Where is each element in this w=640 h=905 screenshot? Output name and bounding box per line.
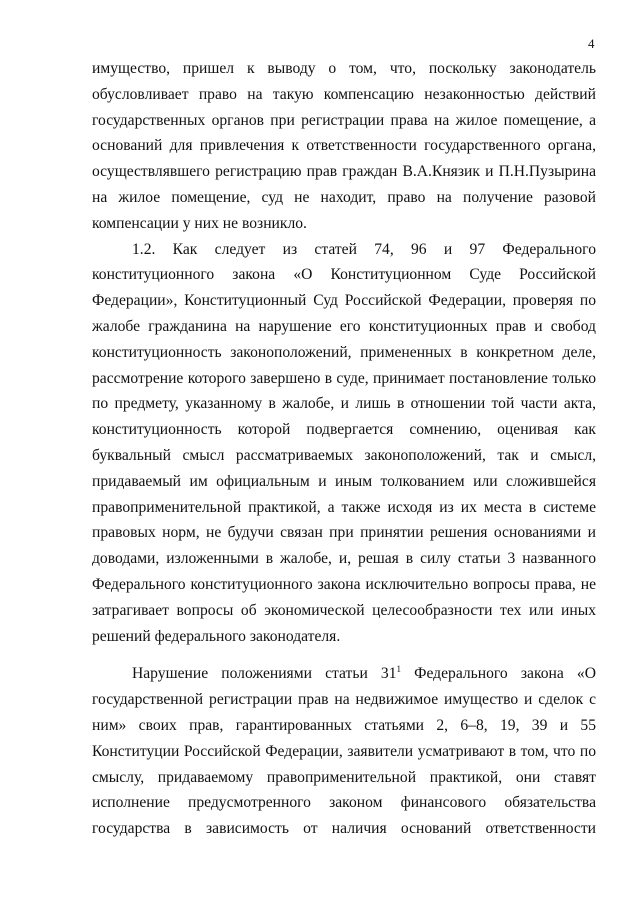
text-line: жалобе гражданина на нарушение его конституционных прав и свобод	[92, 317, 596, 335]
text-line: Нарушение положениями статьи $31^1$ Федерального закона «О	[132, 664, 596, 683]
text-line: обусловливает право на такую компенсацию незаконностью действий	[92, 85, 596, 103]
text-line: рассмотрение которого завершено в суде, принимает постановление только	[92, 369, 596, 387]
body-text	[92, 56, 596, 842]
text-line: решений федерального законодателя.	[92, 627, 341, 645]
text-line: смыслу, придаваемому правоприменительной практикой, они ставят	[92, 768, 596, 786]
text-line: оснований для привлечения к ответственности государственного органа,	[92, 137, 596, 155]
text-line: Конституции Российской Федерации, заявители усматривают в том, что по	[92, 742, 596, 760]
text-line: конституционность законоположений, примененных в конкретном деле,	[92, 343, 596, 361]
text-line: буквальный смысл рассматриваемых законоположений, так и смысл,	[92, 446, 596, 464]
text-line: имущество, пришел к выводу о том, что, поскольку законодатель	[92, 60, 596, 77]
superscript: 1	[396, 664, 402, 675]
text-line: государственных органов при регистрации права на жилое помещение, а	[92, 111, 596, 129]
text-line: государственной регистрации прав на недвижимое имущество и сделок с	[92, 691, 596, 709]
text-line: по предмету, указанному в жалобе, и лишь в отношении той части акта,	[92, 395, 596, 413]
text-line: Федерального конституционного закона исключительно вопросы права, не	[92, 575, 596, 593]
text-line: конституционного закона «О Конституционном Суде Российской	[92, 266, 596, 284]
page-number: 4	[588, 36, 595, 51]
text-line: компенсации у них не возникло.	[92, 214, 307, 232]
text-line: 1.2. Как следует из статей 74, 96 и 97 Федерального	[132, 240, 596, 258]
text-line: доводами, изложенными в жалобе, и, решая в силу статьи 3 названного	[92, 550, 596, 568]
text-line: правовых норм, не будучи связан при принятии решения основаниями и	[92, 524, 596, 542]
text-line: исполнение предусмотренного законом финансового обязательства	[92, 794, 596, 812]
text-line: конституционность которой подвергается сомнению, оценивая как	[92, 421, 596, 439]
paragraph-gap	[92, 649, 596, 661]
text-line: государства в зависимость от наличия оснований ответственности	[92, 820, 596, 838]
text-line: на жилое помещение, суд не находит, право на получение разовой	[92, 188, 596, 206]
text-line: правоприменительной практикой, а также исходя из их места в системе	[92, 498, 596, 516]
text-line: придаваемый им официальным и иным толкованием или сложившейся	[92, 472, 596, 490]
text-line: осуществлявшего регистрацию прав граждан В.А.Князик и П.Н.Пузырина	[92, 163, 596, 181]
text-line: ним» своих прав, гарантированных статьями 2, 6–8, 19, 39 и 55	[92, 716, 596, 734]
text-line: Федерации», Конституционный Суд Российской Федерации, проверяя по	[92, 292, 596, 310]
text-line: затрагивает вопросы об экономической целесообразности тех или иных	[92, 601, 596, 619]
